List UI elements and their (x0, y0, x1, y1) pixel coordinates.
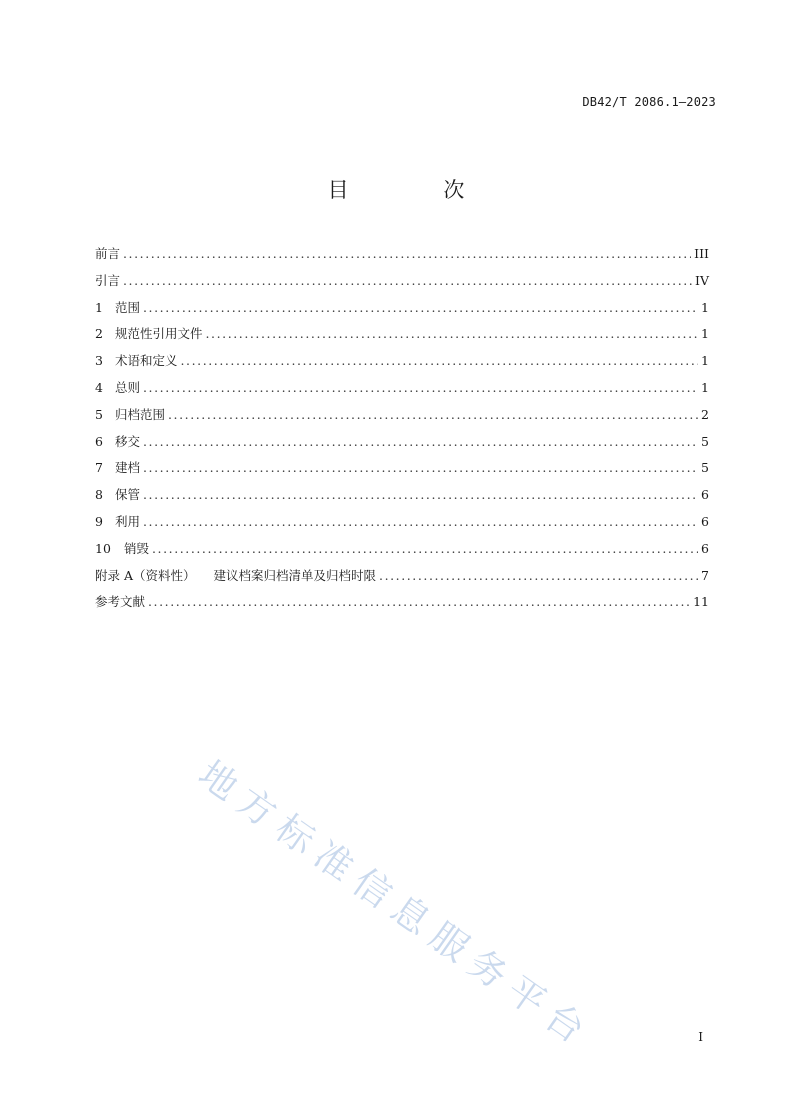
toc-entry-label: 前言 (95, 246, 121, 261)
toc-leader-dots (123, 273, 692, 288)
toc-entry-page: 6 (701, 513, 709, 529)
toc-entry-page: III (694, 246, 709, 261)
toc-leader-dots (379, 568, 698, 583)
toc-entry-label: 术语和定义 (115, 353, 178, 369)
toc-entry-number: 2 (95, 326, 103, 342)
toc-entry-foreword[interactable] (95, 244, 709, 271)
toc-entry-label: 建议档案归档清单及归档时限 (213, 567, 377, 583)
toc-entry-page: 11 (693, 594, 709, 610)
toc-entry-use[interactable] (95, 512, 709, 539)
toc-entry-filing-scope[interactable] (95, 405, 709, 432)
toc-entry-page: 7 (701, 567, 709, 583)
toc-entry-label: 范围 (115, 299, 141, 315)
toc-leader-dots (181, 353, 699, 368)
toc-leader-dots (152, 541, 698, 556)
toc-entry-page: IV (695, 272, 709, 288)
toc-entry-number: 7 (95, 460, 103, 476)
toc-entry-scope[interactable] (95, 298, 709, 325)
toc-entry-introduction[interactable] (95, 271, 709, 298)
toc-entry-number: 9 (95, 513, 103, 529)
page-number: I (698, 1030, 703, 1044)
toc-entry-appendix-a[interactable] (95, 566, 709, 593)
toc-entry-label: 利用 (115, 513, 141, 529)
toc-leader-dots (148, 594, 690, 609)
toc-entry-label: 移交 (115, 433, 141, 449)
toc-entry-label: 归档范围 (115, 406, 166, 422)
toc-entry-label: 总则 (115, 379, 141, 395)
toc-leader-dots (143, 460, 698, 475)
toc-leader-dots (143, 514, 698, 529)
toc-entry-label: 建档 (115, 460, 141, 476)
toc-entry-number: 1 (95, 299, 103, 315)
toc-leader-dots (143, 380, 698, 395)
toc-entry-label: 参考文献 (95, 594, 146, 610)
toc-entry-number: 8 (95, 487, 103, 503)
toc-entry-page: 2 (701, 406, 709, 422)
toc-leader-dots (206, 326, 699, 341)
toc-entry-page: 5 (701, 433, 709, 449)
toc-entry-number: 5 (95, 406, 103, 422)
standard-code: DB42/T 2086.1—2023 (582, 95, 716, 109)
toc-entry-normative-references[interactable] (95, 324, 709, 351)
toc-entry-general[interactable] (95, 378, 709, 405)
toc-entry-archiving[interactable] (95, 458, 709, 485)
toc-entry-number: 3 (95, 353, 103, 369)
toc-entry-label: 保管 (115, 487, 141, 503)
toc-leader-dots (143, 434, 698, 449)
toc-entry-page: 1 (701, 353, 709, 369)
toc-entry-destruction[interactable] (95, 539, 709, 566)
toc-entry-page: 6 (701, 487, 709, 503)
page-title: 目 次 (327, 178, 509, 202)
toc-entry-number: 6 (95, 433, 103, 449)
toc-leader-dots (143, 487, 698, 502)
toc-entry-bibliography[interactable] (95, 592, 709, 619)
toc-entry-custody[interactable] (95, 485, 709, 512)
toc-entry-page: 5 (701, 460, 709, 476)
toc-leader-dots (143, 300, 698, 315)
toc-leader-dots (168, 407, 698, 422)
toc-entry-transfer[interactable] (95, 432, 709, 459)
toc-entry-page: 1 (701, 379, 709, 395)
toc-entry-number: 10 (95, 540, 111, 556)
toc-entry-label: 销毁 (124, 540, 150, 556)
watermark: 地方标准信息服务平台 (190, 752, 601, 1058)
toc-appendix-tag: 附录 A（资料性） (95, 567, 196, 583)
toc-entry-page: 6 (701, 540, 709, 556)
toc-entry-page: 1 (701, 299, 709, 315)
toc-entry-label: 引言 (95, 272, 121, 288)
toc-leader-dots (123, 246, 691, 261)
toc-entry-label: 规范性引用文件 (115, 326, 203, 342)
toc-entry-page: 1 (701, 326, 709, 342)
table-of-contents (95, 244, 709, 619)
toc-entry-terms[interactable] (95, 351, 709, 378)
toc-entry-number: 4 (95, 379, 103, 395)
